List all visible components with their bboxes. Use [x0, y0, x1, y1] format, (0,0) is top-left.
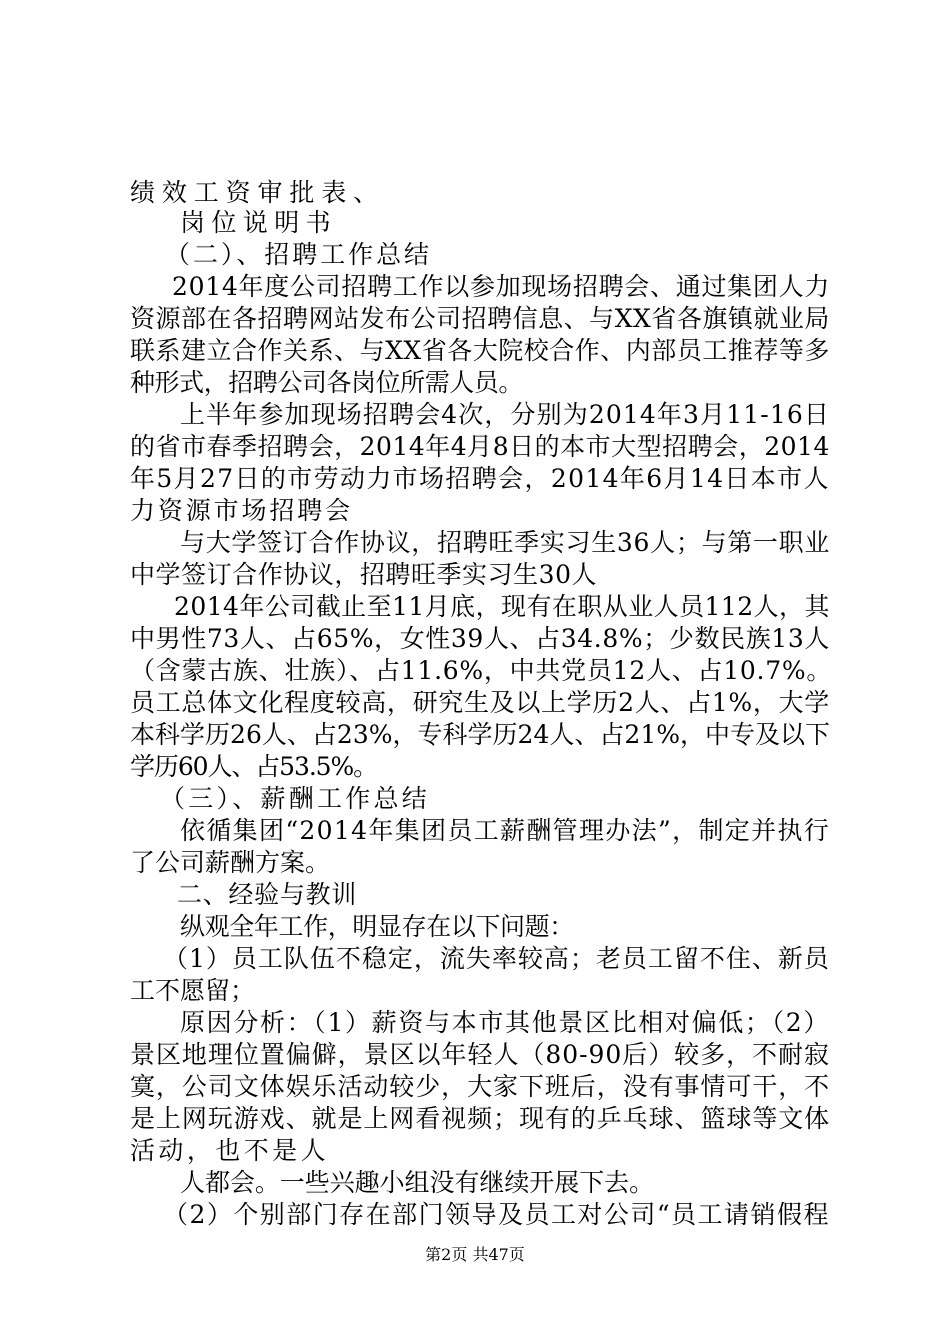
text-line-content: （二）、招聘工作总结 [165, 240, 433, 269]
text-line [0, 526, 950, 560]
text-line-content: 中男性73人、占65%，女性39人、占34.8%；少数民族13人 [130, 624, 830, 653]
text-line-content: 员工总体文化程度较高，研究生及以上学历2人、占1%，大学 [130, 688, 830, 717]
page-footer: 第2页 共47页 [425, 1245, 525, 1264]
text-line-content: 学历60人、占53.5%。 [130, 752, 378, 781]
text-line [0, 1006, 950, 1040]
text-line [0, 398, 950, 432]
text-line [0, 686, 950, 720]
text-line [0, 176, 950, 210]
text-line [0, 750, 950, 784]
text-line [0, 846, 950, 880]
text-line [0, 1102, 950, 1136]
text-line [0, 206, 950, 240]
text-line [0, 494, 950, 528]
text-line-content: 2014年公司截止至11月底，现有在职从业人员112人，其 [174, 592, 830, 621]
text-line-content: 种形式，招聘公司各岗位所需人员。 [130, 368, 523, 397]
text-line-content: （三）、薪酬工作总结 [160, 784, 431, 813]
text-line-content: 力资源市场招聘会 [130, 496, 353, 525]
text-line-content: 与大学签订合作协议，招聘旺季实习生36人；与第一职业 [180, 528, 831, 557]
text-line [0, 590, 950, 624]
text-line-content: 活动，也不是人 [130, 1136, 330, 1165]
text-line-content: （2）个别部门存在部门领导及员工对公司“员工请销假程 [163, 1200, 830, 1229]
text-line [0, 654, 950, 688]
text-line [0, 622, 950, 656]
text-line-content: 上半年参加现场招聘会4次，分别为2014年3月11-16日 [180, 400, 830, 429]
text-line [0, 718, 950, 752]
text-line-content: 二、经验与教训 [177, 880, 357, 909]
text-line-content: 依循集团“2014年集团员工薪酬管理办法”，制定并执行 [180, 816, 831, 845]
text-line-content: （含蒙古族、壮族）、占11.6%，中共党员12人、占10.7%。 [130, 656, 833, 685]
text-line-content: 本科学历26人、占23%，专科学历24人、占21%，中专及以下 [130, 720, 831, 749]
text-line [0, 878, 950, 912]
text-line [0, 1134, 950, 1168]
text-line [0, 270, 950, 304]
text-line [0, 974, 950, 1008]
text-line-content: 寞，公司文体娱乐活动较少，大家下班后，没有事情可干，不 [130, 1072, 831, 1101]
text-line [0, 942, 950, 976]
text-line-content: 联系建立合作关系、与XX省各大院校合作、内部员工推荐等多 [130, 336, 830, 365]
text-line [0, 910, 950, 944]
text-line [0, 1198, 950, 1232]
text-line-content: 2014年度公司招聘工作以参加现场招聘会、通过集团人力 [172, 272, 831, 301]
text-line-content: 岗位说明书 [180, 208, 338, 237]
text-line [0, 782, 950, 816]
text-line-content: 原因分析：（1）薪资与本市其他景区比相对偏低；（2） [180, 1008, 830, 1037]
text-line [0, 1166, 950, 1200]
text-line-content: 年5月27日的市劳动力市场招聘会，2014年6月14日本市人 [130, 464, 830, 493]
text-line-content: 是上网玩游戏、就是上网看视频；现有的乒乓球、篮球等文体 [130, 1104, 831, 1133]
text-line [0, 430, 950, 464]
text-line [0, 302, 950, 336]
text-line-content: 的省市春季招聘会，2014年4月8日的本市大型招聘会，2014 [130, 432, 830, 461]
text-line [0, 462, 950, 496]
text-line [0, 334, 950, 368]
text-line-content: 绩效工资审批表、 [130, 178, 385, 207]
text-line-content: 景区地理位置偏僻，景区以年轻人（80-90后）较多，不耐寂 [130, 1040, 830, 1069]
text-line [0, 238, 950, 272]
text-line [0, 366, 950, 400]
text-line [0, 1070, 950, 1104]
text-line-content: 工不愿留； [130, 976, 256, 1005]
text-line-content: 人都会。一些兴趣小组没有继续开展下去。 [180, 1168, 655, 1197]
text-line-content: 资源部在各招聘网站发布公司招聘信息、与XX省各旗镇就业局 [130, 304, 830, 333]
text-line [0, 814, 950, 848]
text-line-content: 纵观全年工作，明显存在以下问题： [180, 912, 574, 941]
text-line-content: 了公司薪酬方案。 [130, 848, 331, 877]
text-line-content: （1）员工队伍不稳定，流失率较高；老员工留不住、新员 [163, 944, 830, 973]
text-line [0, 558, 950, 592]
text-line-content: 中学签订合作协议，招聘旺季实习生30人 [130, 560, 598, 589]
text-line [0, 1038, 950, 1072]
